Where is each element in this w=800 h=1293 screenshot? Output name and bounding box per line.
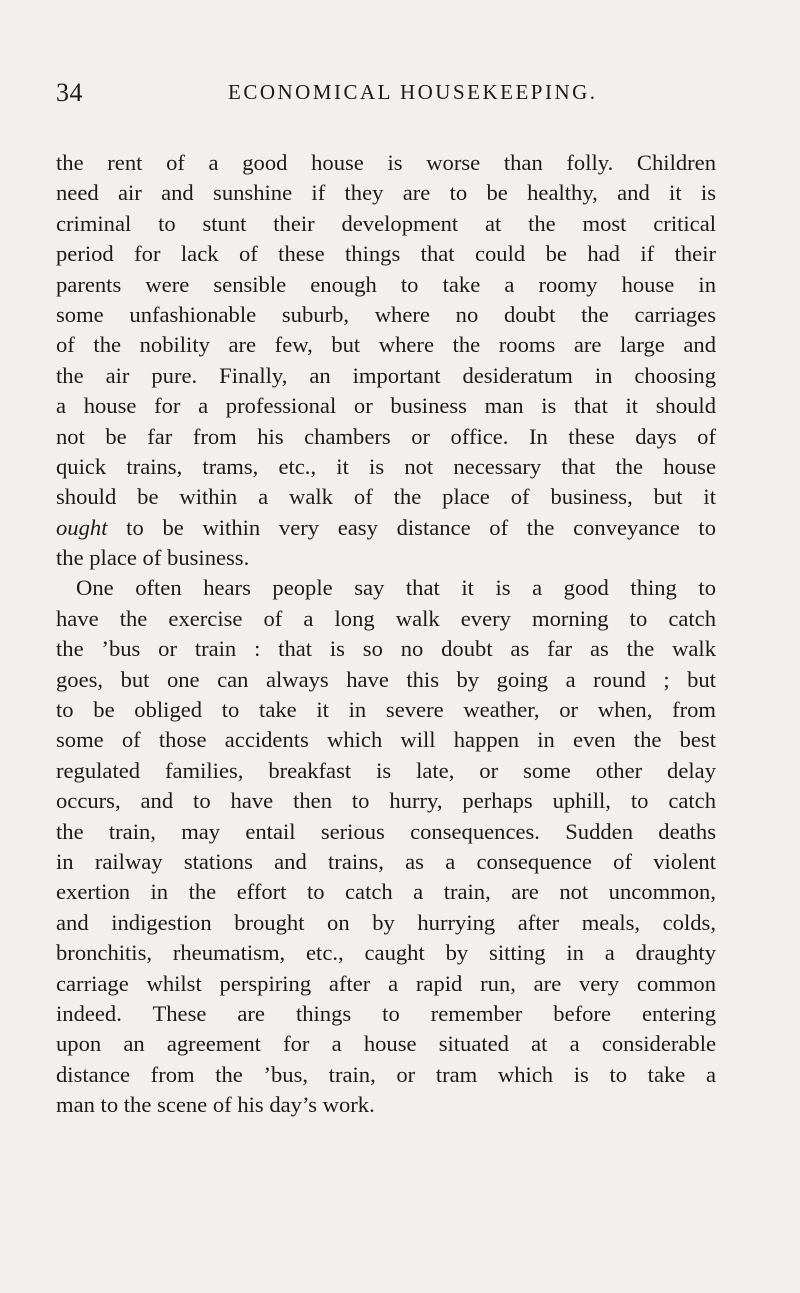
emphasis-word: ought — [56, 514, 108, 540]
text-line: parents were sensible enough to take a roomy house in — [56, 271, 716, 297]
text-line: need air and sunshine if they are to be healthy, and it is — [56, 180, 716, 206]
text-line: not be far from his chambers or office. In these days of — [56, 423, 716, 449]
paragraph-1 — [56, 148, 716, 573]
text-line: the air pure. Finally, an important desideratum in choosing — [56, 362, 716, 388]
text-line: period for lack of these things that could be had if their — [56, 241, 716, 267]
text-line: the place of business. — [56, 545, 250, 571]
text-line: indeed. These are things to remember before entering — [56, 1000, 716, 1026]
text-line: the rent of a good house is worse than folly. Children — [56, 150, 716, 175]
text-line: quick trains, trams, etc., it is not necessary that the house — [56, 453, 716, 479]
body-text — [56, 148, 716, 1121]
text-line: of the nobility are few, but where the rooms are large and — [56, 332, 716, 358]
text-line: exertion in the effort to catch a train, are not uncommon, — [56, 879, 716, 905]
text-line: should be within a walk of the place of business, but it — [56, 484, 716, 510]
text-line: the ’bus or train : that is so no doubt as far as the walk — [56, 636, 716, 662]
text-line: regulated families, breakfast is late, or some other delay — [56, 757, 716, 783]
text-line: a house for a professional or business man is that it should — [56, 393, 716, 419]
paragraph-2 — [56, 573, 716, 1120]
text-line: and indigestion brought on by hurrying after meals, colds, — [56, 909, 716, 935]
page-number: 34 — [56, 78, 83, 107]
text-line: occurs, and to have then to hurry, perhaps uphill, to catch — [56, 788, 716, 814]
text-line: the train, may entail serious consequences. Sudden deaths — [56, 818, 716, 844]
text-line: criminal to stunt their development at the most critical — [56, 210, 716, 236]
text-line: have the exercise of a long walk every morning to catch — [56, 605, 716, 631]
page-header — [56, 78, 716, 112]
text-line: in railway stations and trains, as a consequence of violent — [56, 848, 716, 874]
text-line: carriage whilst perspiring after a rapid run, are very common — [56, 970, 716, 996]
text-line: some of those accidents which will happen in even the best — [56, 727, 716, 753]
text-line: One often hears people say that it is a good thing to — [76, 575, 716, 601]
text-line: to be obliged to take it in severe weather, or when, from — [56, 697, 716, 723]
text-line: goes, but one can always have this by going a round ; but — [56, 666, 716, 692]
text-line: bronchitis, rheumatism, etc., caught by sitting in a draughty — [56, 940, 716, 966]
text-line: some unfashionable suburb, where no doubt the carriages — [56, 301, 716, 327]
text-line-with-emphasis — [56, 513, 716, 543]
text-line: distance from the ’bus, train, or tram which is to take a — [56, 1061, 716, 1087]
running-title: ECONOMICAL HOUSEKEEPING. — [228, 80, 598, 104]
text-line: man to the scene of his day’s work. — [56, 1092, 375, 1118]
text-line: upon an agreement for a house situated at a considerable — [56, 1031, 716, 1057]
text-line-rest: to be within very easy distance of the conveyance to — [126, 514, 716, 540]
